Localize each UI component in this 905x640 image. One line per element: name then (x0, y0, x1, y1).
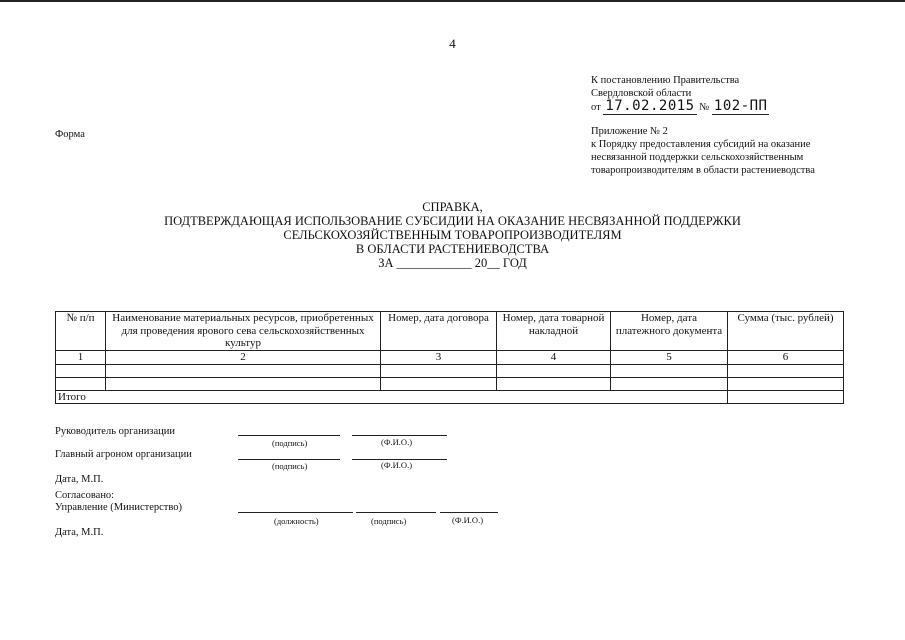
title-line-1: СПРАВКА, (422, 200, 483, 214)
title-line-5: ЗА ____________ 20__ ГОД (378, 256, 527, 270)
header-cell-resources: Наименование материальных ресурсов, приобретенных для проведения ярового сева сельскохозяйственных культур (106, 312, 381, 351)
total-label: Итого (56, 390, 728, 404)
document-title (0, 200, 905, 270)
decree-line-2: Свердловской области (591, 88, 692, 99)
column-number-row (56, 351, 844, 365)
table-row (56, 364, 844, 377)
table-cell[interactable] (381, 364, 497, 377)
decree-date-line (591, 100, 769, 114)
column-number: 1 (56, 351, 106, 365)
header-cell-index: № п/п (56, 312, 106, 351)
head-fio-line[interactable] (352, 435, 447, 436)
table-cell[interactable] (728, 364, 844, 377)
decree-reference (591, 74, 769, 114)
total-sum-cell[interactable] (728, 390, 844, 404)
appendix-title: Приложение № 2 (591, 126, 668, 137)
report-table (55, 311, 844, 404)
total-row (56, 390, 844, 404)
column-number: 3 (381, 351, 497, 365)
decree-number-prefix: № (699, 102, 710, 113)
title-line-4: В ОБЛАСТИ РАСТЕНИЕВОДСТВА (355, 242, 550, 256)
column-number: 2 (106, 351, 381, 365)
decree-number: 102-ПП (713, 98, 768, 114)
agronomist-signature-caption: (подпись) (272, 461, 308, 471)
decree-date-prefix: от (591, 102, 601, 113)
table-cell[interactable] (611, 364, 728, 377)
ministry-position-caption: (должность) (274, 516, 319, 526)
agronomist-signature-line[interactable] (238, 459, 340, 460)
table-cell[interactable] (497, 364, 611, 377)
header-cell-payment: Номер, дата платежного документа (611, 312, 728, 351)
title-line-2: ПОДТВЕРЖДАЮЩАЯ ИСПОЛЬЗОВАНИЕ СУБСИДИИ НА ОКАЗАНИЕ НЕСВЯЗАННОЙ ПОДДЕРЖКИ (164, 214, 741, 228)
ministry-fio-line[interactable] (440, 512, 498, 513)
table-cell[interactable] (728, 377, 844, 390)
table-cell[interactable] (497, 377, 611, 390)
table-cell[interactable] (611, 377, 728, 390)
top-rule (0, 0, 905, 2)
appendix-block (591, 125, 851, 177)
table-header-row (56, 312, 844, 351)
head-signature-line[interactable] (238, 435, 340, 436)
header-cell-contract: Номер, дата договора (381, 312, 497, 351)
head-fio-caption: (Ф.И.О.) (381, 437, 413, 447)
page-number: 4 (449, 36, 456, 51)
head-signature-caption: (подпись) (272, 438, 308, 448)
appendix-line-2: несвязанной поддержки сельскохозяйственным (591, 152, 804, 163)
table-cell[interactable] (106, 377, 381, 390)
header-cell-invoice: Номер, дата товарной накладной (497, 312, 611, 351)
table-cell[interactable] (56, 364, 106, 377)
ministry-signature-caption: (подпись) (371, 516, 407, 526)
head-label: Руководитель организации (55, 426, 175, 437)
column-number: 4 (497, 351, 611, 365)
column-number: 6 (728, 351, 844, 365)
appendix-line-3: товаропроизводителям в области растениеводства (591, 165, 815, 176)
column-number: 5 (611, 351, 728, 365)
form-label: Форма (55, 129, 85, 140)
decree-line-1: К постановлению Правительства (591, 75, 740, 86)
header-cell-sum: Сумма (тыс. рублей) (728, 312, 844, 351)
date-stamp-label-2: Дата, М.П. (55, 527, 104, 538)
title-line-3: СЕЛЬСКОХОЗЯЙСТВЕННЫМ ТОВАРОПРОИЗВОДИТЕЛЯМ (283, 228, 622, 242)
ministry-label: Управление (Министерство) (55, 502, 183, 513)
date-stamp-label: Дата, М.П. (55, 474, 104, 485)
ministry-fio-caption: (Ф.И.О.) (452, 515, 484, 525)
appendix-line-1: к Порядку предоставления субсидий на оказание (591, 139, 811, 150)
agronomist-fio-caption: (Ф.И.О.) (381, 460, 413, 470)
agreed-label: Согласовано: (55, 490, 115, 501)
ministry-position-line[interactable] (238, 512, 353, 513)
ministry-signature-line[interactable] (356, 512, 436, 513)
agronomist-label: Главный агроном организации (55, 449, 192, 460)
table-cell[interactable] (56, 377, 106, 390)
table-cell[interactable] (381, 377, 497, 390)
table-row (56, 377, 844, 390)
decree-date: 17.02.2015 (605, 98, 695, 114)
table-cell[interactable] (106, 364, 381, 377)
